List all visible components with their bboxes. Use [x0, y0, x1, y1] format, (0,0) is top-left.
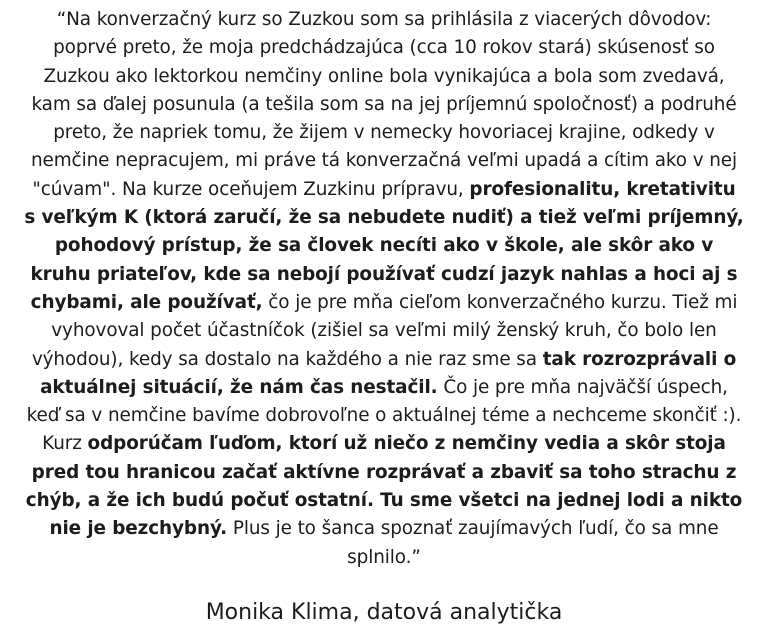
testimonial-quote — [24, 6, 744, 572]
quote-text-segment: čo je pre mňa cieľom konverzačného kurzu. Tiež mi vyhovoval počet účastníčok (zišiel sa veľmi milý ženský kruh, čo bolo len výhodou), kedy sa dostalo na každého a nie raz sme sa — [31, 291, 738, 370]
quote-bold-segment: profesionalitu, kretativitu s veľkým K (ktorá zaručí, že sa nebudete nudiť) a tiež veľmi príjemný, pohodový prístup, že sa človek necíti ako v škole, ale skôr ako v kruhu priateľov, kde sa nebojí používať cudzí jazyk nahlas a hoci aj s chybami, ale používať, — [24, 178, 744, 313]
quote-text-segment: “Na konverzačný kurz so Zuzkou som sa prihlásila z viacerých dôvodov: poprvé preto, že moja predchádzajúca (cca 10 rokov stará) skúsenosť so Zuzkou ako lektorkou nemčiny online bola vynikajúca a bola som zvedavá, kam sa ďalej posunula (a tešila som sa na jej príjemnú spoločnosť) a podruhé preto, že napriek tomu, že žijem v nemecky hovoriacej krajine, odkedy v nemčine nepracujem, mi práve tá konverzačná veľmi upadá a cítim ako v nej "cúvam". Na kurze oceňujem Zuzkinu prípravu, — [30, 9, 738, 200]
testimonial-author: Monika Klima, datová analytička — [205, 600, 563, 625]
quote-bold-segment: odporúčam ľuďom, ktorí už niečo z nemčiny vedia a skôr stoja pred tou hranicou začať aktívne rozprávať a zbaviť sa toho strachu z chýb, a že ich budú počuť ostatní. Tu sme všetci na jednej lodi a nikto nie je bezchybný. — [25, 433, 743, 540]
quote-text-segment: Čo je pre mňa najväčší úspech, keď sa v nemčine bavíme dobrovoľne o aktuálnej téme a nechceme skončiť :). Kurz — [26, 376, 742, 455]
quote-bold-segment: tak rozrozprávali o aktuálnej situácií, že nám čas nestačil. — [40, 348, 737, 398]
quote-text-segment: Plus je to šanca spoznať zaujímavých ľudí, čo sa mne splnilo.” — [227, 518, 719, 568]
